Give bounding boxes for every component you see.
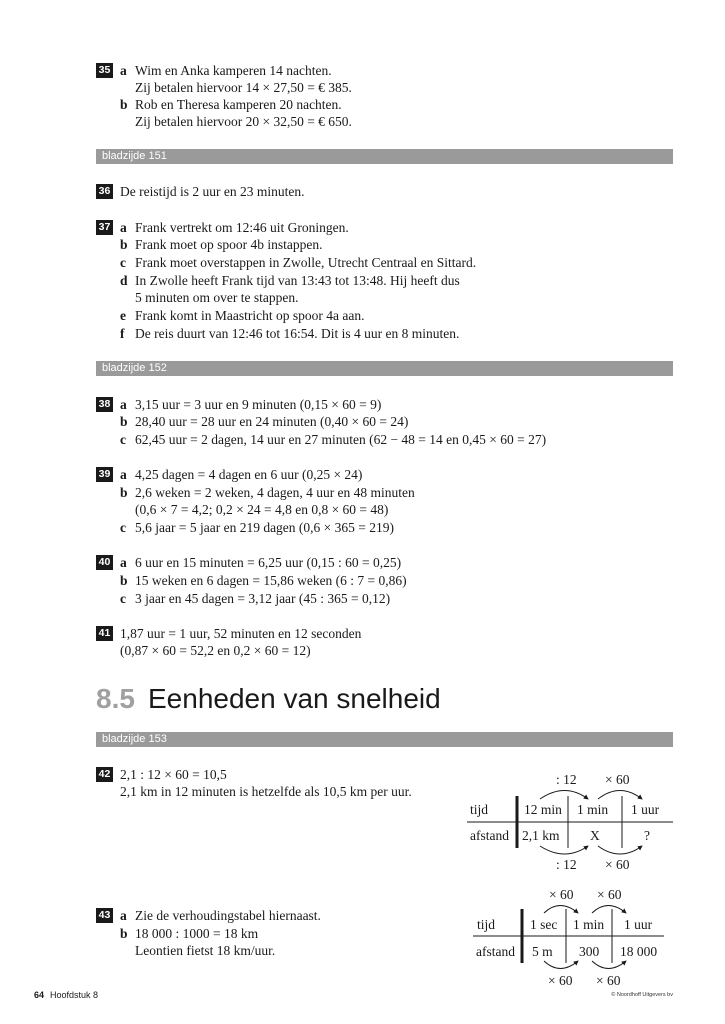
table-operation: : 12	[556, 857, 577, 872]
item-label: b	[120, 573, 128, 588]
table-cell: 1 sec	[530, 917, 558, 932]
answer-line: 2,6 weken = 2 weken, 4 dagen, 4 uur en 48 minuten	[135, 485, 415, 500]
answer-line: 28,40 uur = 28 uur en 24 minuten (0,40 × 60 = 24)	[135, 414, 409, 429]
table-cell: 300	[579, 944, 600, 959]
answer-line: Zij betalen hiervoor 14 × 27,50 = € 385.	[135, 80, 352, 95]
answer-line: (0,87 × 60 = 52,2 en 0,2 × 60 = 12)	[120, 643, 311, 658]
exercise-number: 38	[96, 397, 113, 412]
page-reference-bar: bladzijde 151	[96, 149, 673, 164]
table-operation: × 60	[597, 887, 622, 902]
item-label: b	[120, 485, 128, 500]
page-reference-bar: bladzijde 152	[96, 361, 673, 376]
exercise-number: 40	[96, 555, 113, 570]
answer-line: Frank komt in Maastricht op spoor 4a aan.	[135, 308, 365, 323]
table-cell: 1 min	[577, 802, 609, 817]
table-operation: × 60	[605, 857, 630, 872]
table-cell: 1 min	[573, 917, 605, 932]
table-row-label: afstand	[476, 944, 515, 959]
answer-line: Frank moet op spoor 4b instappen.	[135, 237, 323, 252]
item-label: a	[120, 467, 127, 482]
answer-line: Zij betalen hiervoor 20 × 32,50 = € 650.	[135, 114, 352, 129]
answer-line: 1,87 uur = 1 uur, 52 minuten en 12 seconden	[120, 626, 362, 641]
table-cell: 18 000	[620, 944, 658, 959]
item-label: c	[120, 432, 126, 447]
answer-line: 3 jaar en 45 dagen = 3,12 jaar (45 : 365 = 0,12)	[135, 591, 391, 606]
exercise-number: 37	[96, 220, 113, 235]
copyright: © Noordhoff Uitgevers bv	[611, 992, 673, 998]
answer-line: Frank vertrekt om 12:46 uit Groningen.	[135, 220, 349, 235]
table-operation: × 60	[548, 973, 573, 988]
item-label: a	[120, 555, 127, 570]
table-cell: ?	[644, 828, 650, 843]
page-number: 64	[34, 990, 45, 1000]
item-label: a	[120, 908, 127, 923]
table-operation: × 60	[549, 887, 574, 902]
item-label: a	[120, 220, 127, 235]
answer-line: In Zwolle heeft Frank tijd van 13:43 tot 13:48. Hij heeft dus	[135, 273, 460, 288]
item-label: b	[120, 926, 128, 941]
exercise-number: 35	[96, 63, 113, 78]
answer-line: 3,15 uur = 3 uur en 9 minuten (0,15 × 60 = 9)	[135, 397, 382, 412]
answer-line: 2,1 km in 12 minuten is hetzelfde als 10,5 km per uur.	[120, 784, 412, 799]
item-label: b	[120, 414, 128, 429]
item-label: b	[120, 97, 128, 112]
item-label: f	[120, 326, 125, 341]
table-operation: × 60	[605, 772, 630, 787]
answer-line: 15 weken en 6 dagen = 15,86 weken (6 : 7 = 0,86)	[135, 573, 407, 588]
answer-line: 4,25 dagen = 4 dagen en 6 uur (0,25 × 24)	[135, 467, 363, 482]
answer-line: Wim en Anka kamperen 14 nachten.	[135, 63, 332, 78]
item-label: b	[120, 237, 128, 252]
section-number: 8.5	[96, 683, 135, 714]
table-row-label: afstand	[470, 828, 509, 843]
item-label: a	[120, 397, 127, 412]
table-cell: 5 m	[532, 944, 553, 959]
exercise-number: 39	[96, 467, 113, 482]
answer-line: De reistijd is 2 uur en 23 minuten.	[120, 184, 305, 199]
page-reference-bar: bladzijde 153	[96, 732, 673, 747]
exercise-number: 36	[96, 184, 113, 199]
item-label: c	[120, 591, 126, 606]
table-row-label: tijd	[470, 802, 489, 817]
answer-line: 62,45 uur = 2 dagen, 14 uur en 27 minuten (62 − 48 = 14 en 0,45 × 60 = 27)	[135, 432, 547, 447]
exercise-number: 43	[96, 908, 113, 923]
answer-line: 5 minuten om over te stappen.	[135, 290, 299, 305]
answer-line: Rob en Theresa kamperen 20 nachten.	[135, 97, 342, 112]
item-label: e	[120, 308, 126, 323]
table-operation: × 60	[596, 973, 621, 988]
chapter-label: Hoofdstuk 8	[50, 990, 99, 1000]
answer-line: Leontien fietst 18 km/uur.	[135, 943, 276, 958]
answer-line: De reis duurt van 12:46 tot 16:54. Dit is 4 uur en 8 minuten.	[135, 326, 460, 341]
table-cell: 12 min	[524, 802, 562, 817]
item-label: c	[120, 520, 126, 535]
answer-line: Zie de verhoudingstabel hiernaast.	[135, 908, 321, 923]
item-label: c	[120, 255, 126, 270]
item-label: d	[120, 273, 128, 288]
table-cell: 1 uur	[631, 802, 660, 817]
table-cell: X	[590, 828, 600, 843]
answer-line: 2,1 : 12 × 60 = 10,5	[120, 767, 227, 782]
item-label: a	[120, 63, 127, 78]
table-cell: 2,1 km	[522, 828, 560, 843]
exercise-number: 42	[96, 767, 113, 782]
answer-line: Frank moet overstappen in Zwolle, Utrecht Centraal en Sittard.	[135, 255, 477, 270]
section-title: Eenheden van snelheid	[148, 683, 441, 714]
answer-line: (0,6 × 7 = 4,2; 0,2 × 24 = 4,8 en 0,8 × 60 = 48)	[135, 502, 389, 517]
table-operation: : 12	[556, 772, 577, 787]
answer-line: 6 uur en 15 minuten = 6,25 uur (0,15 : 60 = 0,25)	[135, 555, 402, 570]
table-cell: 1 uur	[624, 917, 653, 932]
answer-line: 5,6 jaar = 5 jaar en 219 dagen (0,6 × 365 = 219)	[135, 520, 395, 535]
exercise-number: 41	[96, 626, 113, 641]
table-row-label: tijd	[477, 917, 496, 932]
answer-line: 18 000 : 1000 = 18 km	[135, 926, 259, 941]
